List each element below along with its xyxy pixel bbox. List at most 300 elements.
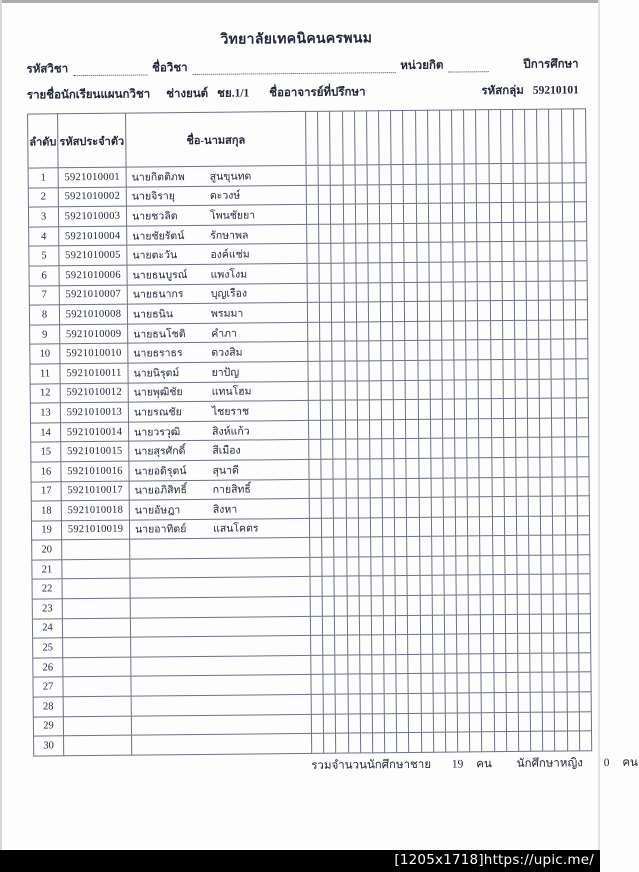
attendance-cell <box>577 476 589 496</box>
attendance-cell <box>430 399 442 419</box>
scan-edge-top <box>0 0 600 3</box>
attendance-cell <box>344 263 356 283</box>
attendance-cell <box>323 655 335 675</box>
attendance-cell <box>469 693 481 713</box>
attendance-cell <box>542 692 554 712</box>
attendance-cell <box>383 537 395 557</box>
attendance-col-header <box>512 109 525 163</box>
attendance-cell <box>579 711 591 731</box>
attendance-cell <box>540 457 552 477</box>
attendance-cell <box>430 419 442 439</box>
attendance-cell <box>454 379 466 399</box>
attendance-cell <box>566 574 578 594</box>
attendance-cell <box>527 340 539 360</box>
attendance-cell <box>454 399 466 419</box>
attendance-cell <box>345 459 357 479</box>
attendance-cell <box>468 516 480 536</box>
attendance-cell <box>359 576 371 596</box>
attendance-cell <box>308 322 320 342</box>
attendance-col-header <box>464 110 477 164</box>
attendance-cell <box>368 263 380 283</box>
attendance-cell <box>335 694 347 714</box>
attendance-cell <box>453 281 465 301</box>
attendance-cell <box>429 321 441 341</box>
student-name-cell <box>126 165 306 186</box>
attendance-cell <box>382 419 394 439</box>
student-name-cell <box>129 440 309 461</box>
attendance-cell <box>564 378 576 398</box>
attendance-cell <box>530 712 542 732</box>
attendance-cell <box>564 437 576 457</box>
attendance-cell <box>392 282 404 302</box>
student-name-cell <box>130 577 310 598</box>
attendance-cell <box>421 732 433 752</box>
attendance-cell <box>492 536 504 556</box>
student-name-cell <box>131 694 311 715</box>
attendance-cell <box>406 439 418 459</box>
attendance-cell <box>336 714 348 734</box>
attendance-cell <box>466 379 478 399</box>
row-number-cell: 7 <box>29 285 59 305</box>
attendance-cell <box>531 731 543 751</box>
row-number-cell: 18 <box>31 501 61 521</box>
attendance-cell <box>518 673 530 693</box>
attendance-cell <box>553 555 565 575</box>
attendance-cell <box>330 165 342 185</box>
attendance-cell <box>334 537 346 557</box>
attendance-cell <box>515 418 527 438</box>
attendance-cell <box>396 694 408 714</box>
attendance-cell <box>578 574 590 594</box>
student-first-name: นายอาทิตย์ <box>135 524 187 537</box>
attendance-cell <box>526 202 538 222</box>
attendance-cell <box>433 674 445 694</box>
attendance-cell <box>445 713 457 733</box>
attendance-cell <box>380 282 392 302</box>
attendance-cell <box>406 419 418 439</box>
attendance-cell <box>397 713 409 733</box>
attendance-cell <box>443 438 455 458</box>
attendance-cell <box>347 576 359 596</box>
attendance-cell <box>530 673 542 693</box>
attendance-cell <box>357 361 369 381</box>
attendance-cell <box>554 614 566 634</box>
attendance-cell <box>575 319 587 339</box>
attendance-cell <box>442 399 454 419</box>
student-first-name: นายนิรุตม์ <box>133 367 180 380</box>
attendance-cell <box>332 341 344 361</box>
attendance-cell <box>542 653 554 673</box>
attendance-cell <box>333 459 345 479</box>
attendance-cell <box>347 674 359 694</box>
row-number-cell: 1 <box>28 168 58 188</box>
attendance-cell <box>347 596 359 616</box>
student-last-name: กายสิทธิ์ <box>212 484 251 497</box>
student-first-name: นายสุรศักดิ์ <box>134 446 186 458</box>
attendance-cell <box>384 694 396 714</box>
attendance-col-header <box>330 111 343 165</box>
attendance-cell <box>551 300 563 320</box>
student-first-name: นายรณชัย <box>133 407 182 419</box>
attendance-cell <box>432 654 444 674</box>
attendance-cell <box>529 516 541 536</box>
row-number-cell: 20 <box>32 540 62 560</box>
attendance-cell <box>444 634 456 654</box>
attendance-cell <box>344 302 356 322</box>
attendance-cell <box>494 673 506 693</box>
row-number-cell: 24 <box>32 618 62 638</box>
attendance-cell <box>445 693 457 713</box>
row-number-cell: 8 <box>29 305 59 325</box>
attendance-cell <box>513 183 525 203</box>
attendance-cell <box>433 693 445 713</box>
attendance-cell <box>324 733 336 753</box>
attendance-cell <box>391 164 403 184</box>
attendance-cell <box>470 732 482 752</box>
student-id-cell: 5921010009 <box>60 324 128 344</box>
attendance-cell <box>332 381 344 401</box>
student-id-cell: 5921010017 <box>61 481 129 501</box>
attendance-cell <box>311 675 323 695</box>
attendance-cell <box>381 321 393 341</box>
attendance-cell <box>334 498 346 518</box>
student-last-name: สิงห์แก้ว <box>212 426 250 438</box>
attendance-cell <box>307 244 319 264</box>
attendance-cell <box>541 594 553 614</box>
attendance-cell <box>525 163 537 183</box>
attendance-cell <box>527 359 539 379</box>
attendance-cell <box>528 418 540 438</box>
attendance-cell <box>357 420 369 440</box>
attendance-cell <box>513 163 525 183</box>
student-first-name: นายพุฒิชัย <box>133 387 183 399</box>
attendance-cell <box>356 302 368 322</box>
attendance-cell <box>418 399 430 419</box>
attendance-cell <box>494 712 506 732</box>
attendance-cell <box>418 419 430 439</box>
attendance-cell <box>358 459 370 479</box>
attendance-cell <box>567 692 579 712</box>
attendance-cell <box>443 517 455 537</box>
attendance-cell <box>331 224 343 244</box>
attendance-cell <box>453 301 465 321</box>
attendance-cell <box>440 164 452 184</box>
attendance-cell <box>541 555 553 575</box>
attendance-cell <box>452 203 464 223</box>
course-name-label: ชื่อวิชา <box>152 62 188 75</box>
attendance-cell <box>428 223 440 243</box>
attendance-cell <box>370 459 382 479</box>
attendance-cell <box>564 457 576 477</box>
attendance-cell <box>322 518 334 538</box>
row-number-cell: 3 <box>28 207 58 227</box>
attendance-cell <box>563 300 575 320</box>
attendance-cell <box>538 202 550 222</box>
attendance-col-header <box>391 110 404 164</box>
attendance-cell <box>320 381 332 401</box>
student-id-cell: 5921010003 <box>58 206 126 226</box>
student-name-cell <box>129 420 309 441</box>
attendance-cell <box>420 576 432 596</box>
attendance-cell <box>550 202 562 222</box>
attendance-cell <box>455 419 467 439</box>
attendance-cell <box>331 185 343 205</box>
scan-edge-right <box>598 0 600 872</box>
attendance-cell <box>453 242 465 262</box>
attendance-cell <box>579 731 591 751</box>
attendance-cell <box>526 300 538 320</box>
attendance-cell <box>322 577 334 597</box>
attendance-cell <box>382 517 394 537</box>
row-number-cell: 23 <box>32 599 62 619</box>
header-line-roster <box>27 81 579 104</box>
attendance-cell <box>469 634 481 654</box>
attendance-cell <box>528 496 540 516</box>
attendance-col-header <box>561 109 574 163</box>
attendance-cell <box>344 283 356 303</box>
student-last-name: ดวงสิม <box>211 347 243 359</box>
attendance-cell <box>491 379 503 399</box>
attendance-cell <box>563 261 575 281</box>
student-name-cell <box>128 361 308 382</box>
attendance-cell <box>368 243 380 263</box>
student-first-name: นายอดิรุตน์ <box>134 465 187 478</box>
attendance-cell <box>381 361 393 381</box>
attendance-cell <box>469 614 481 634</box>
student-name-cell <box>128 401 308 422</box>
attendance-cell <box>407 497 419 517</box>
attendance-cell <box>311 714 323 734</box>
attendance-cell <box>416 223 428 243</box>
attendance-cell <box>333 479 345 499</box>
attendance-cell <box>391 184 403 204</box>
attendance-col-header <box>427 110 440 164</box>
attendance-cell <box>419 478 431 498</box>
attendance-cell <box>318 165 330 185</box>
attendance-cell <box>322 537 334 557</box>
attendance-cell <box>409 693 421 713</box>
attendance-cell <box>517 575 529 595</box>
attendance-cell <box>360 733 372 753</box>
student-name-cell <box>127 244 307 265</box>
attendance-cell <box>579 672 591 692</box>
college-title: วิทยาลัยเทคนิคนครพนม <box>220 31 373 48</box>
attendance-cell <box>506 732 518 752</box>
attendance-cell <box>578 555 590 575</box>
attendance-cell <box>465 281 477 301</box>
student-id-cell: 5921010016 <box>61 461 129 481</box>
attendance-cell <box>467 477 479 497</box>
student-last-name: ตะวงษ์ <box>209 190 241 203</box>
attendance-cell <box>454 340 466 360</box>
attendance-cell <box>504 516 516 536</box>
attendance-cell <box>344 341 356 361</box>
attendance-cell <box>554 672 566 692</box>
attendance-cell <box>356 341 368 361</box>
attendance-cell <box>467 399 479 419</box>
attendance-cell <box>479 418 491 438</box>
attendance-cell <box>527 398 539 418</box>
student-id-cell <box>62 559 130 579</box>
attendance-cell <box>384 713 396 733</box>
col-header-no: ลำดับ <box>28 114 59 168</box>
attendance-cell <box>479 399 491 419</box>
attendance-cell <box>307 224 319 244</box>
attendance-cell <box>407 556 419 576</box>
student-name-cell <box>128 381 308 402</box>
attendance-cell <box>492 477 504 497</box>
attendance-cell <box>502 320 514 340</box>
student-id-cell: 5921010001 <box>58 167 126 187</box>
attendance-cell <box>552 398 564 418</box>
row-number-cell: 5 <box>29 246 59 266</box>
attendance-cell <box>514 300 526 320</box>
attendance-cell <box>553 496 565 516</box>
attendance-cell <box>346 518 358 538</box>
attendance-cell <box>392 243 404 263</box>
student-name-cell <box>132 734 312 755</box>
student-first-name: นายธนโชติ <box>133 328 186 341</box>
attendance-cell <box>469 654 481 674</box>
attendance-col-header <box>306 111 319 165</box>
attendance-cell <box>309 459 321 479</box>
student-id-cell: 5921010006 <box>59 265 127 285</box>
student-last-name: แทนโฮม <box>211 386 252 399</box>
attendance-cell <box>538 281 550 301</box>
attendance-col-header <box>318 111 331 165</box>
student-id-cell: 5921010008 <box>59 304 127 324</box>
attendance-cell <box>542 614 554 634</box>
summary-line <box>311 754 638 775</box>
attendance-cell <box>383 615 395 635</box>
attendance-cell <box>577 457 589 477</box>
attendance-cell <box>405 302 417 322</box>
attendance-cell <box>482 732 494 752</box>
attendance-cell <box>405 360 417 380</box>
attendance-cell <box>517 634 529 654</box>
attendance-cell <box>393 321 405 341</box>
student-first-name: นายธนบูรณ์ <box>132 269 188 282</box>
attendance-cell <box>404 223 416 243</box>
row-number-cell: 16 <box>31 462 61 482</box>
attendance-cell <box>395 576 407 596</box>
attendance-cell <box>382 459 394 479</box>
attendance-cell <box>527 320 539 340</box>
attendance-cell <box>321 479 333 499</box>
attendance-cell <box>335 655 347 675</box>
attendance-cell <box>382 498 394 518</box>
upic-watermark-bar <box>0 850 600 872</box>
attendance-cell <box>517 614 529 634</box>
student-first-name: นายกิตติภพ <box>131 171 185 184</box>
attendance-cell <box>574 202 586 222</box>
attendance-cell <box>308 381 320 401</box>
attendance-cell <box>417 321 429 341</box>
attendance-cell <box>309 498 321 518</box>
student-name-cell <box>126 205 306 226</box>
male-total-count: 19 <box>451 758 464 771</box>
attendance-cell <box>323 635 335 655</box>
attendance-cell <box>310 596 322 616</box>
attendance-cell <box>526 222 538 242</box>
attendance-cell <box>372 733 384 753</box>
attendance-cell <box>565 535 577 555</box>
student-name-cell <box>130 538 310 559</box>
attendance-cell <box>417 282 429 302</box>
attendance-cell <box>541 575 553 595</box>
attendance-cell <box>577 535 589 555</box>
attendance-cell <box>468 536 480 556</box>
attendance-cell <box>515 359 527 379</box>
attendance-cell <box>479 458 491 478</box>
attendance-cell <box>503 379 515 399</box>
attendance-cell <box>464 183 476 203</box>
attendance-cell <box>420 654 432 674</box>
attendance-cell <box>379 204 391 224</box>
attendance-cell <box>453 223 465 243</box>
attendance-cell <box>562 182 574 202</box>
attendance-cell <box>359 615 371 635</box>
attendance-cell <box>481 614 493 634</box>
student-last-name: องค์แช่ม <box>210 249 250 262</box>
attendance-cell <box>504 457 516 477</box>
attendance-cell <box>307 283 319 303</box>
attendance-cell <box>420 615 432 635</box>
attendance-cell <box>321 498 333 518</box>
attendance-cell <box>540 398 552 418</box>
attendance-cell <box>356 322 368 342</box>
attendance-cell <box>441 282 453 302</box>
row-number-cell: 28 <box>33 697 63 717</box>
attendance-cell <box>394 498 406 518</box>
attendance-cell <box>319 244 331 264</box>
attendance-cell <box>466 340 478 360</box>
attendance-col-header <box>452 110 465 164</box>
attendance-cell <box>346 557 358 577</box>
student-last-name: คำภา <box>211 328 237 340</box>
attendance-cell <box>379 184 391 204</box>
attendance-cell <box>384 635 396 655</box>
attendance-cell <box>502 301 514 321</box>
attendance-cell <box>381 380 393 400</box>
col-header-student-id: รหัสประจำตัว <box>58 113 127 168</box>
attendance-cell <box>419 537 431 557</box>
attendance-cell <box>562 222 574 242</box>
attendance-cell <box>441 301 453 321</box>
student-id-cell <box>63 637 131 657</box>
attendance-cell <box>518 732 530 752</box>
attendance-cell <box>308 342 320 362</box>
attendance-cell <box>346 498 358 518</box>
student-first-name: นายธราธร <box>133 348 183 360</box>
attendance-cell <box>505 594 517 614</box>
attendance-cell <box>360 674 372 694</box>
attendance-cell <box>502 340 514 360</box>
attendance-cell <box>479 477 491 497</box>
attendance-cell <box>514 320 526 340</box>
attendance-cell <box>538 222 550 242</box>
attendance-cell <box>503 418 515 438</box>
attendance-cell <box>429 340 441 360</box>
attendance-cell <box>505 555 517 575</box>
student-first-name: นายธนากร <box>132 289 184 301</box>
attendance-cell <box>431 458 443 478</box>
attendance-cell <box>440 184 452 204</box>
attendance-cell <box>564 359 576 379</box>
attendance-cell <box>441 242 453 262</box>
col-header-name: ชื่อ-นามสกุล <box>126 111 307 167</box>
row-number-cell: 29 <box>33 716 63 736</box>
